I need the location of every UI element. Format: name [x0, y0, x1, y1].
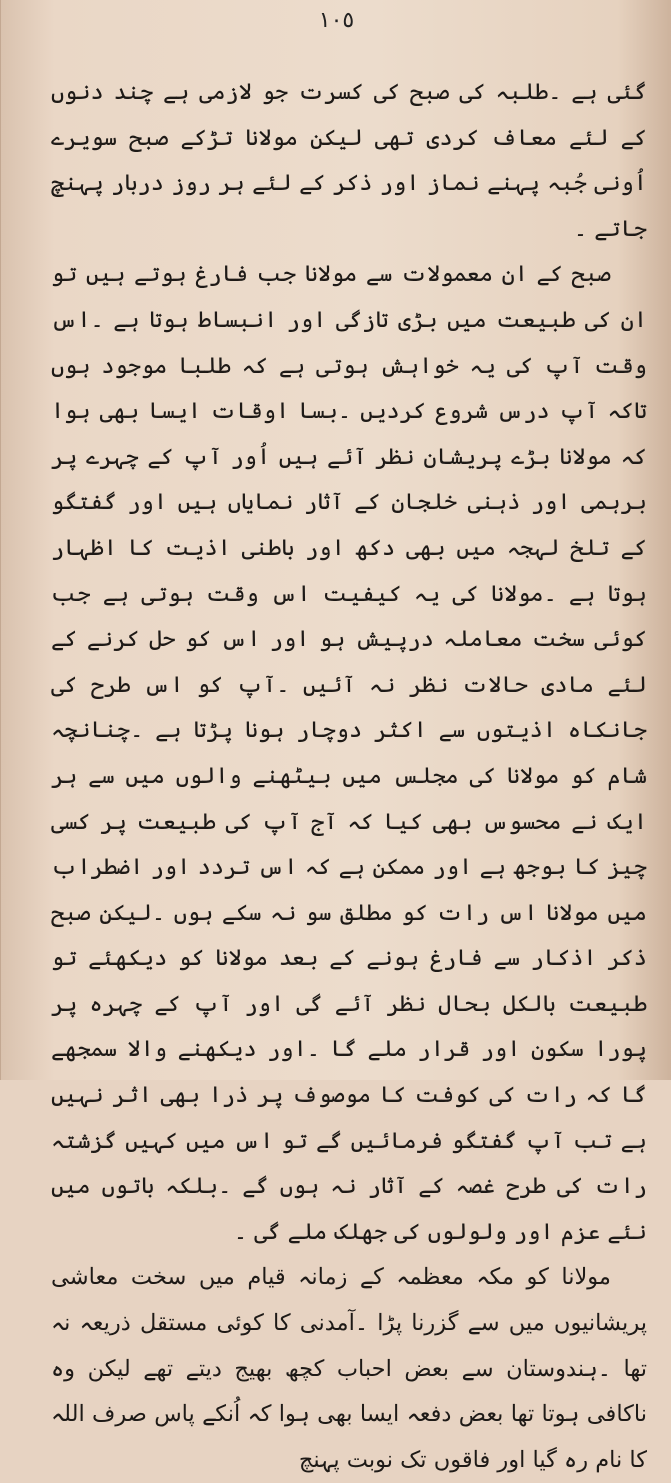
paragraph-2: صبح کے ان معمولات سے مولانا جب فارغ ہوتے ہیں تو ان کی طبیعت میں بڑی تازگی اور انبساط ہوتا ہے ۔اس وقت آپ کی یہ خواہش ہوتی ہے کہ طلبا موجود ہوں تاکہ آپ درس شروع کردیں ۔بسا اوقات ایسا بھی ہوا کہ مولانا بڑے پریشان نظر آئے ہیں اُور آپ کے چہرے پر برہمی اور ذہنی خلجان کے آثار نمایاں ہیں اور گفتگو کے تلخ لہجہ میں بھی دکھ اور باطنی اذیت کا اظہار ہوتا ہے ۔مولانا کی یہ کیفیت اس وقت ہوتی ہے جب کوئی سخت معاملہ درپیش ہو اور اس کو حل کرنے کے لئے مادی حالات نظر نہ آئیں ۔آپ کو اس طرح کی جانکاہ اذیتوں سے اکثر دوچار ہونا پڑتا ہے ۔چنانچہ شام کو مولانا کی مجلس میں بیٹھنے والوں میں سے ہر ایک نے محسوس بھی کیا کہ آج آپ کی طبیعت پر کسی چیز کا بوجھ ہے اور ممکن ہے کہ اس تردد اور اضطراب میں مولانا اس رات کو مطلق سو نہ سکے ہوں ۔لیکن صبح ذکر اذکار سے فارغ ہونے کے بعد مولانا کو دیکھئے تو طبیعت بالکل بحال نظر آئے گی اور آپ کے چہرہ پر پورا سکون اور قرار ملے گا ۔اور دیکھنے والا سمجھے گا کہ رات کی کوفت کا موصوف پر ذرا بھی اثر نہیں ہے تب آپ گفتگو فرمائیں گے تو اس میں کہیں گزشتہ رات کی طرح غصہ کے آثار نہ ہوں گے ۔بلکہ باتوں میں نئے عزم اور ولولوں کی جھلک ملے گی ۔ [51, 261, 647, 1245]
body-text [51, 70, 647, 1483]
paragraph-1: گئی ہے ۔طلبہ کی صبح کی کسرت جو لازمی ہے چند دنوں کے لئے معاف کردی تھی لیکن مولانا تڑکے صبح سویرے اُونی جُبہ پہنے نماز اور ذکر کے لئے ہر روز دربار پہنچ جاتے ۔ [51, 79, 647, 242]
page-number: ١٠٥ [318, 8, 355, 33]
paragraph-3: مولانا کو مکہ معظمہ کے زمانہ قیام میں سخت معاشی پریشانیوں میں سے گزرنا پڑا ۔آمدنی کا کوئی مستقل ذریعہ نہ تھا ۔ہندوستان سے بعض احباب کچھ بھیج دیتے تھے لیکن وہ ناکافی ہوتا تھا بعض دفعہ ایسا بھی ہوا کہ اُنکے پاس صرف اللہ کا نام رہ گیا اور فاقوں تک نوبت پہنچ [51, 1264, 647, 1473]
